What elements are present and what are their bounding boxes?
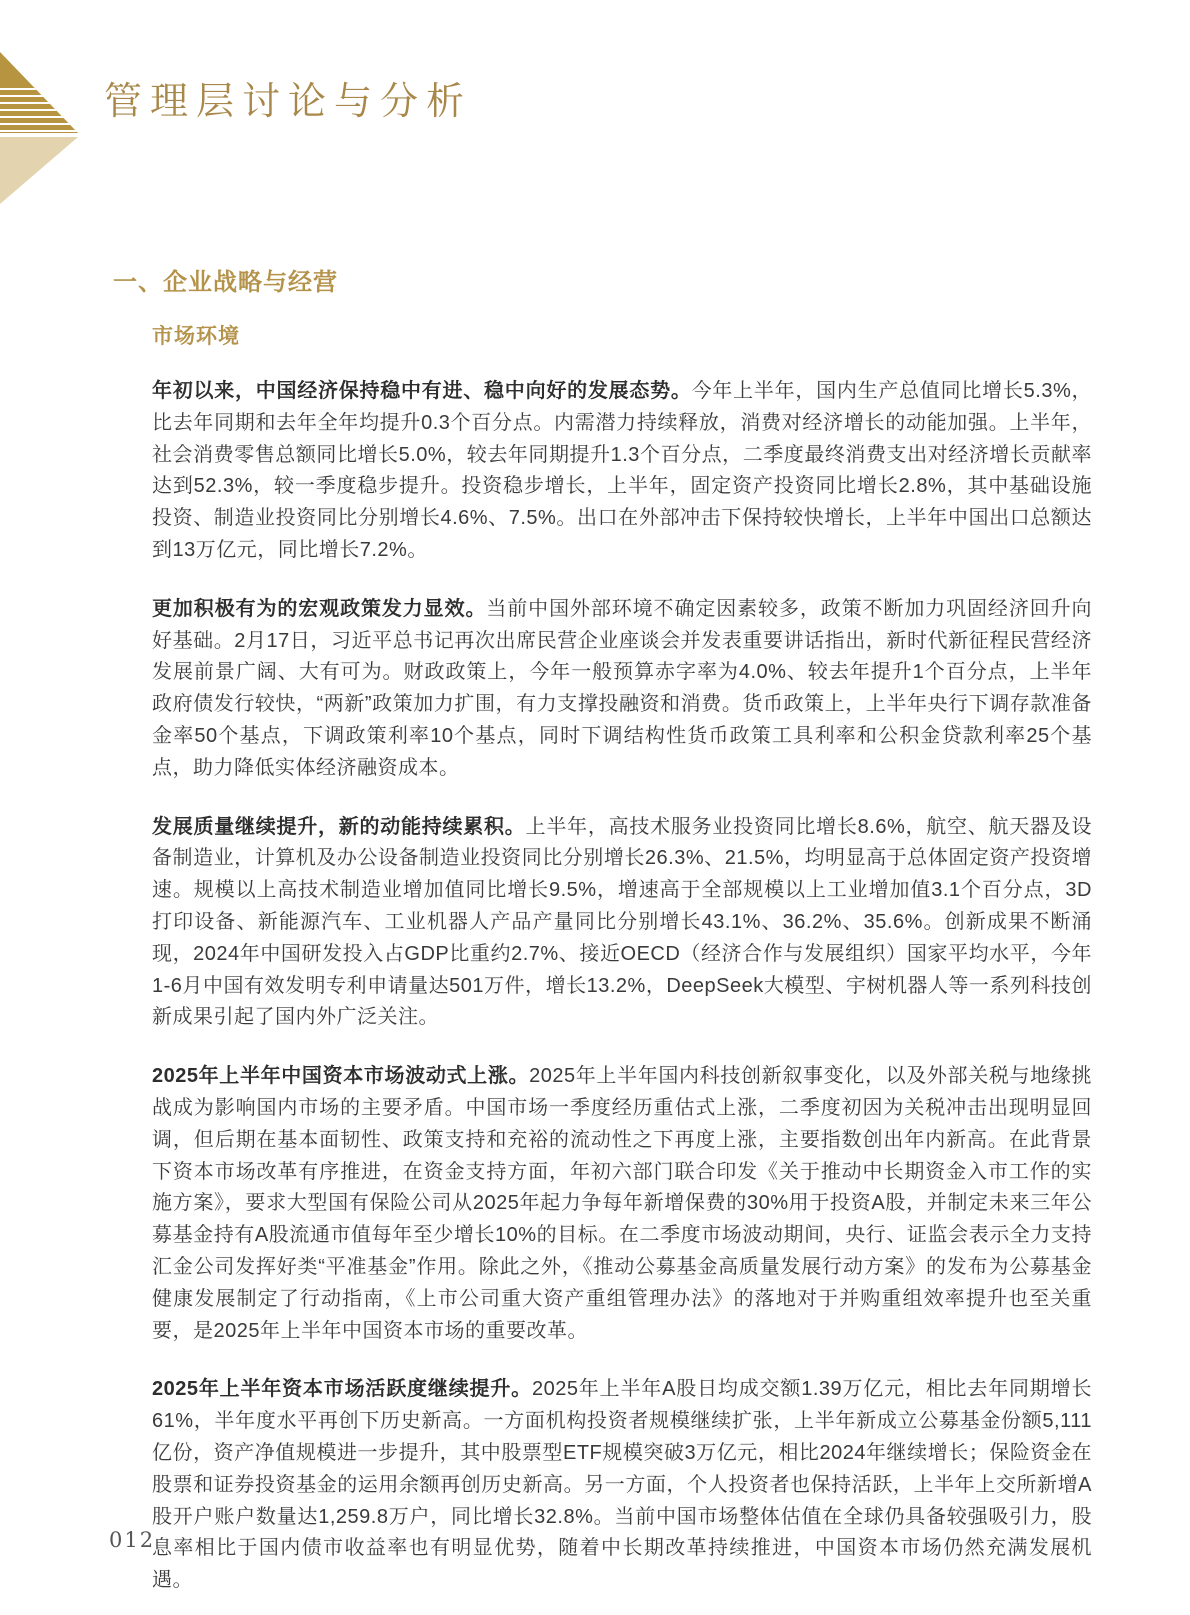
paragraph-5-body: 2025年上半年A股日均成交额1.39万亿元，相比去年同期增长61%，半年度水平再创下历史新高。一方面机构投资者规模继续扩张，上半年新成立公募基金份额5,111亿份，资产净值规模进一步提升，其中股票型ETF规模突破3万亿元，相比2024年继续增长；保险资金在股票和证券投资基金的运用余额再创历史新高。另一方面，个人投资者也保持活跃，上半年上交所新增A股开户账户数量达1,259.8万户，同比增长32.8%。当前中国市场整体估值在全球仍具备较强吸引力，股息率相比于国内债市收益率也有明显优势，随着中长期改革持续推进，中国资本市场仍然充满发展机遇。	[152, 1378, 1092, 1592]
section-heading: 一、企业战略与经营	[113, 269, 338, 296]
page-title: 管理层讨论与分析	[104, 79, 473, 123]
page-number: 012	[109, 1528, 156, 1552]
paragraph-4	[152, 1061, 1092, 1347]
paragraph-3-body: 上半年，高技术服务业投资同比增长8.6%，航空、航天器及设备制造业，计算机及办公设备制造业投资同比分别增长26.3%、21.5%，均明显高于总体固定资产投资增速。规模以上高技术制造业增加值同比增长9.5%，增速高于全部规模以上工业增加值3.1个百分点，3D打印设备、新能源汽车、工业机器人产品产量同比分别增长43.1%、36.2%、35.6%。创新成果不断涌现，2024年中国研发投入占GDP比重约2.7%、接近OECD（经济合作与发展组织）国家平均水平，今年1-6月中国有效发明专利申请量达501万件，增长13.2%，DeepSeek大模型、宇树机器人等一系列科技创新成果引起了国内外广泛关注。	[152, 815, 1093, 1029]
paragraph-1-body: 今年上半年，国内生产总值同比增长5.3%，比去年同期和去年全年均提升0.3个百分点。内需潜力持续释放，消费对经济增长的动能加强。上半年，社会消费零售总额同比增长5.0%，较去年同期提升1.3个百分点，二季度最终消费支出对经济增长贡献率达到52.3%，较一季度稳步提升。投资稳步增长，上半年，固定资产投资同比增长2.8%，其中基础设施投资、制造业投资同比分别增长4.6%、7.5%。出口在外部冲击下保持较快增长，上半年中国出口总额达到13万亿元，同比增长7.2%。	[152, 380, 1093, 561]
paragraph-3	[152, 812, 1092, 1035]
paragraph-4-lead: 2025年上半年中国资本市场波动式上涨。	[152, 1065, 530, 1088]
paragraph-1-lead: 年初以来，中国经济保持稳中有进、稳中向好的发展态势。	[152, 380, 692, 402]
paragraph-2-body: 当前中国外部环境不确定因素较多，政策不断加力巩固经济回升向好基础。2月17日，习近平总书记再次出席民营企业座谈会并发表重要讲话指出，新时代新征程民营经济发展前景广阔、大有可为。财政政策上，今年一般预算赤字率为4.0%、较去年提升1个百分点，上半年政府债发行较快，“两新”政策加力扩围，有力支撑投融资和消费。货币政策上，上半年央行下调存款准备金率50个基点，下调政策利率10个基点，同时下调结构性货币政策工具利率和公积金贷款利率25个基点，助力降低实体经济融资成本。	[152, 597, 1093, 779]
paragraph-4-body: 2025年上半年国内科技创新叙事变化，以及外部关税与地缘挑战成为影响国内市场的主要矛盾。中国市场一季度经历重估式上涨，二季度初因为关税冲击出现明显回调，但后期在基本面韧性、政策支持和充裕的流动性之下再度上涨，主要指数创出年内新高。在此背景下资本市场改革有序推进，在资金支持方面，年初六部门联合印发《关于推动中长期资金入市工作的实施方案》，要求大型国有保险公司从2025年起力争每年新增保费的30%用于投资A股，并制定未来三年公募基金持有A股流通市值每年至少增长10%的目标。在二季度市场波动期间，央行、证监会表示全力支持汇金公司发挥好类“平准基金”作用。除此之外，《推动公募基金高质量发展行动方案》的发布为公募基金健康发展制定了行动指南，《上市公司重大资产重组管理办法》的落地对于并购重组效率提升也至关重要，是2025年上半年中国资本市场的重要改革。	[152, 1065, 1092, 1342]
paragraph-2	[152, 594, 1092, 785]
arrow-stripes	[0, 83, 78, 133]
paragraph-5	[152, 1374, 1092, 1597]
paragraph-5-lead: 2025年上半年资本市场活跃度继续提升。	[152, 1378, 532, 1401]
sub-heading: 市场环境	[152, 325, 240, 348]
paragraph-2-lead: 更加积极有为的宏观政策发力显效。	[152, 597, 487, 620]
arrow-bottom-triangle	[0, 137, 78, 204]
paragraph-1	[152, 376, 1092, 567]
corner-arrow-decoration	[0, 52, 78, 206]
paragraph-3-lead: 发展质量继续提升，新的动能持续累积。	[152, 815, 526, 838]
arrow-top-triangle	[0, 52, 78, 133]
